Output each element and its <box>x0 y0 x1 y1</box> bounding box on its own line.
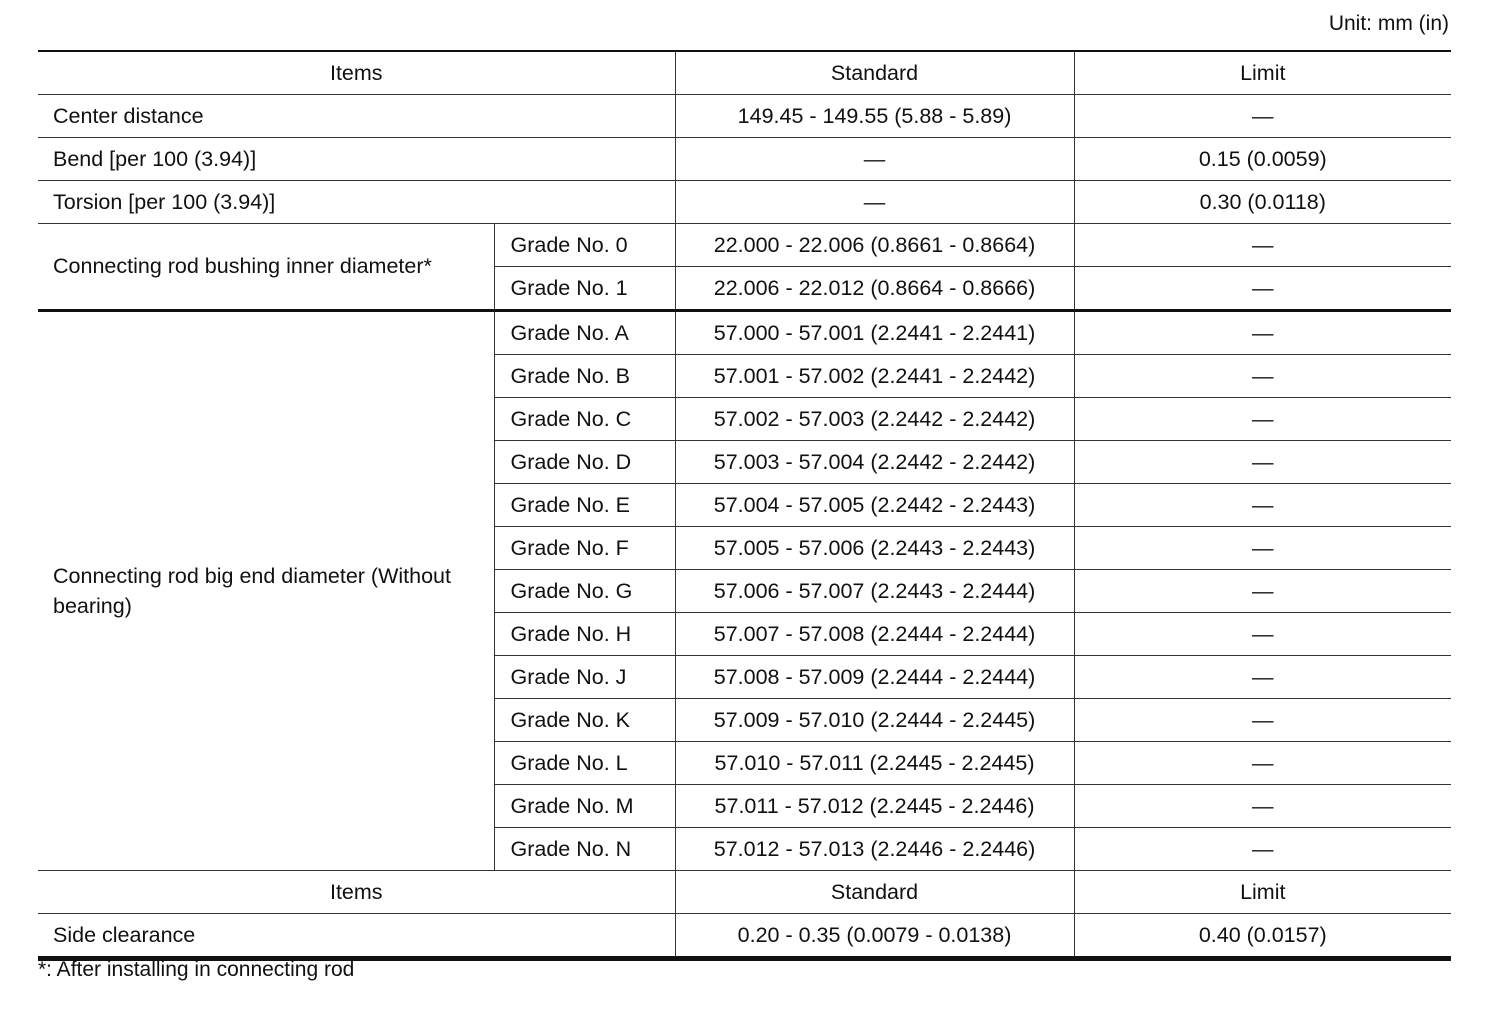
limit-value: — <box>1074 267 1451 311</box>
limit-value: — <box>1074 699 1451 742</box>
standard-value: 57.003 - 57.004 (2.2442 - 2.2442) <box>675 441 1074 484</box>
grade-label: Grade No. N <box>494 828 675 871</box>
table-row <box>38 311 1451 355</box>
standard-value: 149.45 - 149.55 (5.88 - 5.89) <box>675 95 1074 138</box>
table-row <box>38 224 1451 267</box>
grade-label: Grade No. E <box>494 484 675 527</box>
table-row <box>38 138 1451 181</box>
standard-value: 57.002 - 57.003 (2.2442 - 2.2442) <box>675 398 1074 441</box>
item-label: Side clearance <box>38 914 675 959</box>
standard-value: 57.005 - 57.006 (2.2443 - 2.2443) <box>675 527 1074 570</box>
limit-value: — <box>1074 613 1451 656</box>
standard-value: 57.006 - 57.007 (2.2443 - 2.2444) <box>675 570 1074 613</box>
standard-value: 22.006 - 22.012 (0.8664 - 0.8666) <box>675 267 1074 311</box>
limit-value: — <box>1074 785 1451 828</box>
standard-value: 57.010 - 57.011 (2.2445 - 2.2445) <box>675 742 1074 785</box>
bushing-item-label: Connecting rod bushing inner diameter* <box>38 224 494 311</box>
standard-value: 57.001 - 57.002 (2.2441 - 2.2442) <box>675 355 1074 398</box>
connecting-rod-spec-table <box>38 50 1451 961</box>
limit-value: — <box>1074 224 1451 267</box>
limit-value: — <box>1074 441 1451 484</box>
limit-value: — <box>1074 742 1451 785</box>
grade-label: Grade No. 1 <box>494 267 675 311</box>
item-label: Torsion [per 100 (3.94)] <box>38 181 675 224</box>
standard-value: 57.012 - 57.013 (2.2446 - 2.2446) <box>675 828 1074 871</box>
limit-value: — <box>1074 570 1451 613</box>
big-end-item-label: Connecting rod big end diameter (Without bearing) <box>38 311 494 871</box>
grade-label: Grade No. H <box>494 613 675 656</box>
header-items: Items <box>38 871 675 914</box>
grade-label: Grade No. G <box>494 570 675 613</box>
header-standard: Standard <box>675 871 1074 914</box>
header-limit: Limit <box>1074 51 1451 95</box>
standard-value: 22.000 - 22.006 (0.8661 - 0.8664) <box>675 224 1074 267</box>
standard-value: 57.008 - 57.009 (2.2444 - 2.2444) <box>675 656 1074 699</box>
standard-value: 57.007 - 57.008 (2.2444 - 2.2444) <box>675 613 1074 656</box>
header-limit: Limit <box>1074 871 1451 914</box>
limit-value: 0.30 (0.0118) <box>1074 181 1451 224</box>
limit-value: — <box>1074 311 1451 355</box>
header-items: Items <box>38 51 675 95</box>
grade-label: Grade No. F <box>494 527 675 570</box>
limit-value: — <box>1074 355 1451 398</box>
limit-value: — <box>1074 484 1451 527</box>
standard-value: 0.20 - 0.35 (0.0079 - 0.0138) <box>675 914 1074 959</box>
grade-label: Grade No. K <box>494 699 675 742</box>
standard-value: — <box>675 138 1074 181</box>
table-header-row <box>38 51 1451 95</box>
limit-value: — <box>1074 828 1451 871</box>
standard-value: 57.011 - 57.012 (2.2445 - 2.2446) <box>675 785 1074 828</box>
grade-label: Grade No. B <box>494 355 675 398</box>
grade-label: Grade No. J <box>494 656 675 699</box>
limit-value: 0.40 (0.0157) <box>1074 914 1451 959</box>
grade-label: Grade No. A <box>494 311 675 355</box>
grade-label: Grade No. C <box>494 398 675 441</box>
limit-value: 0.15 (0.0059) <box>1074 138 1451 181</box>
grade-label: Grade No. D <box>494 441 675 484</box>
table-row <box>38 181 1451 224</box>
standard-value: 57.009 - 57.010 (2.2444 - 2.2445) <box>675 699 1074 742</box>
grade-label: Grade No. L <box>494 742 675 785</box>
item-label: Bend [per 100 (3.94)] <box>38 138 675 181</box>
item-label: Center distance <box>38 95 675 138</box>
limit-value: — <box>1074 527 1451 570</box>
standard-value: — <box>675 181 1074 224</box>
grade-label: Grade No. 0 <box>494 224 675 267</box>
limit-value: — <box>1074 398 1451 441</box>
limit-value: — <box>1074 95 1451 138</box>
footnote: *: After installing in connecting rod <box>38 958 355 981</box>
limit-value: — <box>1074 656 1451 699</box>
standard-value: 57.004 - 57.005 (2.2442 - 2.2443) <box>675 484 1074 527</box>
table-header-row <box>38 871 1451 914</box>
table-row <box>38 95 1451 138</box>
grade-label: Grade No. M <box>494 785 675 828</box>
header-standard: Standard <box>675 51 1074 95</box>
unit-label: Unit: mm (in) <box>1328 12 1449 35</box>
standard-value: 57.000 - 57.001 (2.2441 - 2.2441) <box>675 311 1074 355</box>
table-row <box>38 914 1451 959</box>
